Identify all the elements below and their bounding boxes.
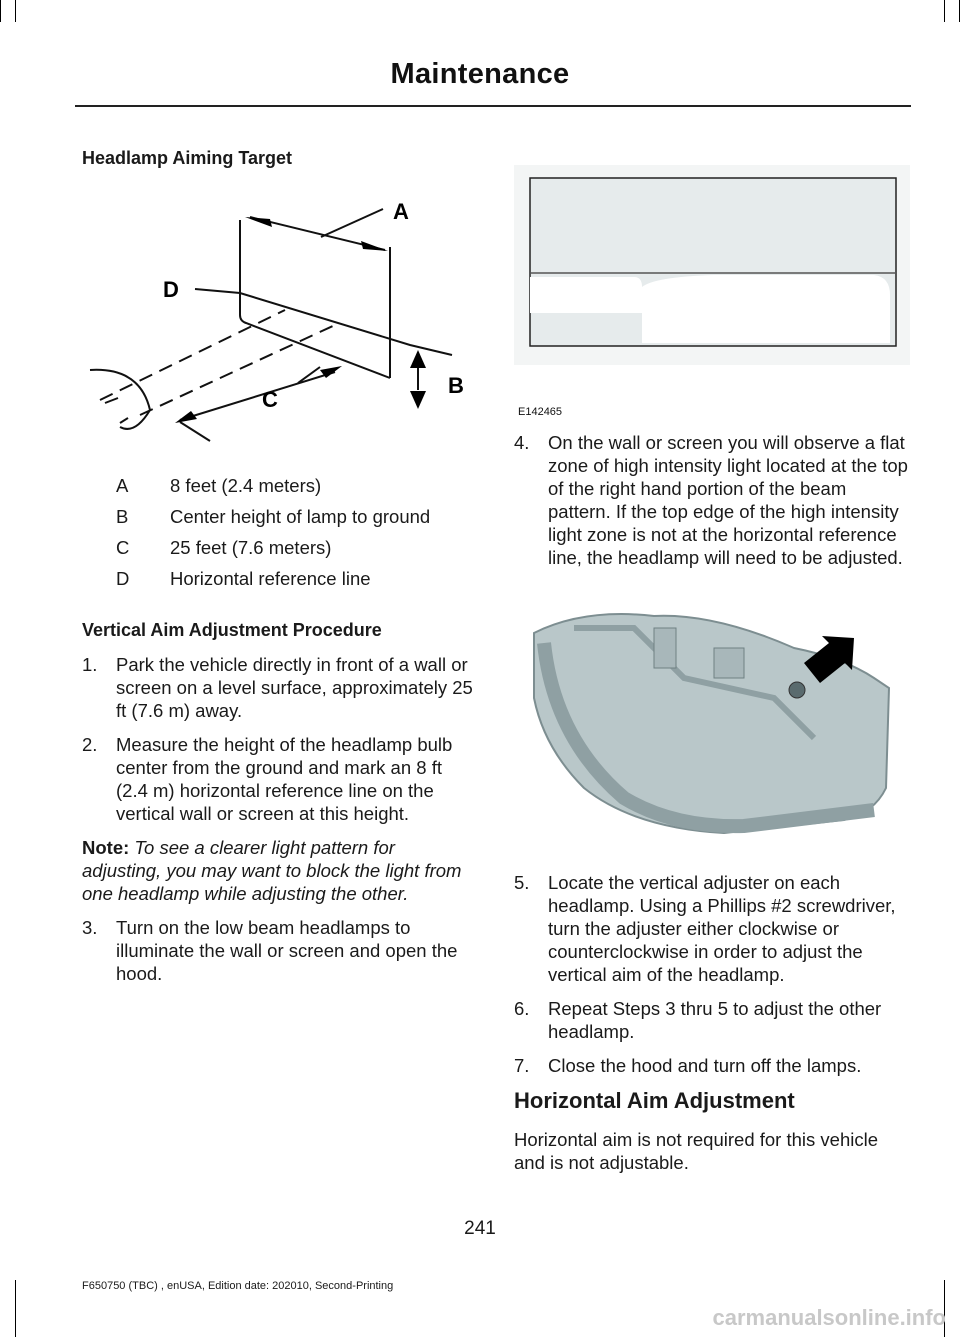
note-text: To see a clearer light pattern for adjusting, you may want to block the light from one headlamp while adjusting the other. <box>82 837 462 904</box>
step-number: 4. <box>514 432 530 453</box>
legend-key: A <box>116 475 129 496</box>
steps-list <box>82 916 474 985</box>
horizontal-aim-heading: Horizontal Aim Adjustment <box>514 1088 795 1113</box>
legend-row <box>82 474 482 505</box>
list-item <box>514 1054 910 1077</box>
horizontal-aim-text: Horizontal aim is not required for this vehicle and is not adjustable. <box>514 1129 878 1173</box>
legend-key: B <box>116 506 129 527</box>
step-text: Close the hood and turn off the lamps. <box>548 1055 862 1076</box>
note-label: Note: <box>82 837 130 858</box>
legend-value: 25 feet (7.6 meters) <box>170 537 332 558</box>
step-number: 6. <box>514 998 530 1019</box>
steps-list <box>514 431 910 569</box>
step-text: Measure the height of the headlamp bulb center from the ground and mark an 8 ft (2.4 m) horizontal reference line on the vertical wall or screen at this height. <box>116 734 453 824</box>
diagram-label-a: A <box>393 199 409 224</box>
beam-pattern-figure <box>514 165 914 417</box>
legend-key: C <box>116 537 130 558</box>
step-number: 7. <box>514 1055 530 1076</box>
step-number: 1. <box>82 654 98 675</box>
edition-footer: F650750 (TBC) , enUSA, Edition date: 202010, Second-Printing <box>82 1280 394 1292</box>
list-item <box>82 733 474 825</box>
step-number: 2. <box>82 734 98 755</box>
crop-mark <box>0 0 1 22</box>
header-divider <box>75 105 911 107</box>
right-body-a <box>514 431 910 580</box>
legend-row <box>82 536 482 567</box>
legend-value: 8 feet (2.4 meters) <box>170 475 322 496</box>
step-number: 3. <box>82 917 98 938</box>
headlamp-aiming-diagram <box>80 185 480 450</box>
legend-row <box>82 505 482 536</box>
section-title: Maintenance <box>390 58 570 90</box>
list-item <box>82 916 474 985</box>
legend-value: Horizontal reference line <box>170 568 371 589</box>
list-item <box>514 871 910 986</box>
step-text: On the wall or screen you will observe a flat zone of high intensity light located at the top of the right hand portion of the beam pattern. If the top edge of the high intensity light zone is not at the horizontal reference line, the headlamp will need to be adjusted. <box>548 432 908 568</box>
step-text: Turn on the low beam headlamps to illuminate the wall or screen and open the hood. <box>116 917 458 984</box>
list-item <box>82 653 474 722</box>
crop-mark <box>944 0 945 22</box>
steps-list <box>514 871 910 1077</box>
crop-mark <box>15 0 16 22</box>
right-body-b <box>514 871 910 1174</box>
step-number: 5. <box>514 872 530 893</box>
diagram-legend <box>82 474 482 598</box>
step-text: Park the vehicle directly in front of a wall or screen on a level surface, approximately 25 ft (7.6 m) away. <box>116 654 473 721</box>
steps-list <box>82 653 474 825</box>
list-item <box>514 431 910 569</box>
list-item <box>514 997 910 1043</box>
legend-value: Center height of lamp to ground <box>170 506 431 527</box>
diagram-label-c: C <box>262 387 278 412</box>
step-text: Locate the vertical adjuster on each headlamp. Using a Phillips #2 screwdriver, turn the adjuster either clockwise or counterclockwise in order to adjust the vertical aim of the headlamp. <box>548 872 896 985</box>
diagram-label-b: B <box>448 373 464 398</box>
figure-heading: Headlamp Aiming Target <box>82 148 293 168</box>
diagram-label-d: D <box>163 277 179 302</box>
left-body <box>82 620 474 996</box>
legend-row <box>82 567 482 598</box>
step-text: Repeat Steps 3 thru 5 to adjust the other headlamp. <box>548 998 882 1042</box>
figure-code: E142465 <box>518 406 563 417</box>
procedure-heading: Vertical Aim Adjustment Procedure <box>82 620 382 640</box>
page-number: 241 <box>464 1218 496 1239</box>
watermark: carmanualsonline.info <box>712 1305 946 1330</box>
note <box>82 836 474 905</box>
headlamp-adjuster-figure <box>514 588 914 858</box>
crop-mark <box>15 1280 16 1337</box>
legend-key: D <box>116 568 130 589</box>
